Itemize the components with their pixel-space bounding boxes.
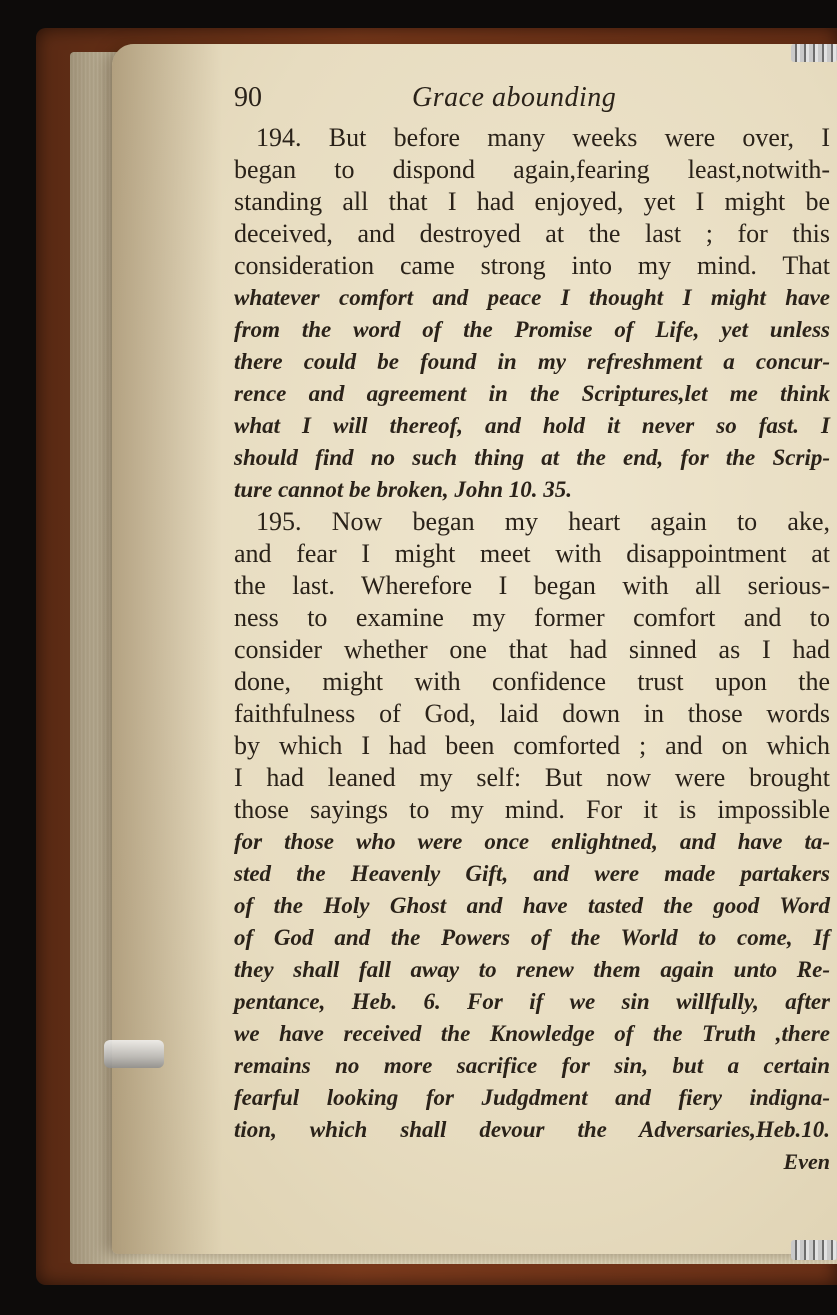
- text-line: rence and agreement in the Scriptures,let me think: [234, 381, 830, 406]
- text-line: standing all that I had enjoyed, yet I might be: [234, 187, 830, 216]
- text-line: deceived, and destroyed at the last ; for this: [234, 219, 830, 248]
- text-line: began to dispond again,fearing least,notwith-: [234, 155, 830, 184]
- text-line: should find no such thing at the end, for the Scrip-: [234, 445, 830, 470]
- text-line: from the word of the Promise of Life, yet unless: [234, 317, 830, 342]
- text-line: of the Holy Ghost and have tasted the good Word: [234, 893, 830, 918]
- text-line: the last. Wherefore I began with all serious-: [234, 571, 830, 600]
- metal-clasp-top: [791, 44, 837, 62]
- text-line: of God and the Powers of the World to come, If: [234, 925, 830, 950]
- text-line: those sayings to my mind. For it is impossible: [234, 795, 830, 824]
- page-number: 90: [234, 82, 262, 113]
- text-line: 195. Now began my heart again to ake,: [256, 507, 830, 536]
- text-line: remains no more sacrifice for sin, but a certain: [234, 1053, 830, 1078]
- text-line: and fear I might meet with disappointment at: [234, 539, 830, 568]
- page-tab-marker: [104, 1040, 164, 1068]
- text-line: I had leaned my self: But now were brought: [234, 763, 830, 792]
- text-lines: [234, 122, 830, 1146]
- catchword: Even: [783, 1149, 830, 1174]
- text-line: what I will thereof, and hold it never so fast. I: [234, 413, 830, 438]
- text-line: consideration came strong into my mind. That: [234, 251, 830, 280]
- text-line: fearful looking for Judgdment and fiery indigna-: [234, 1085, 830, 1110]
- metal-clasp-bottom: [791, 1240, 837, 1260]
- running-head: Grace abounding: [412, 82, 617, 113]
- text-line: ture cannot be broken, John 10. 35.: [234, 477, 573, 502]
- text-line: for those who were once enlightned, and have ta-: [234, 829, 830, 854]
- text-line: tion, which shall devour the Adversaries,Heb.10.: [234, 1117, 830, 1142]
- text-line: pentance, Heb. 6. For if we sin willfully, after: [234, 989, 830, 1014]
- text-line: faithfulness of God, laid down in those words: [234, 699, 830, 728]
- page-text: [234, 78, 830, 1178]
- text-line: there could be found in my refreshment a concur-: [234, 349, 830, 374]
- text-line: by which I had been comforted ; and on which: [234, 731, 830, 760]
- text-line: they shall fall away to renew them again unto Re-: [234, 957, 830, 982]
- text-line: whatever comfort and peace I thought I might have: [234, 285, 830, 310]
- text-line: we have received the Knowledge of the Truth ,there: [234, 1021, 830, 1046]
- text-line: done, might with confidence trust upon the: [234, 667, 830, 696]
- page-gutter-shadow: [112, 44, 222, 1254]
- text-line: sted the Heavenly Gift, and were made partakers: [234, 861, 830, 886]
- text-line: 194. But before many weeks were over, I: [256, 123, 830, 152]
- text-line: consider whether one that had sinned as I had: [234, 635, 830, 664]
- page-header: [234, 78, 830, 122]
- text-line: ness to examine my former comfort and to: [234, 603, 830, 632]
